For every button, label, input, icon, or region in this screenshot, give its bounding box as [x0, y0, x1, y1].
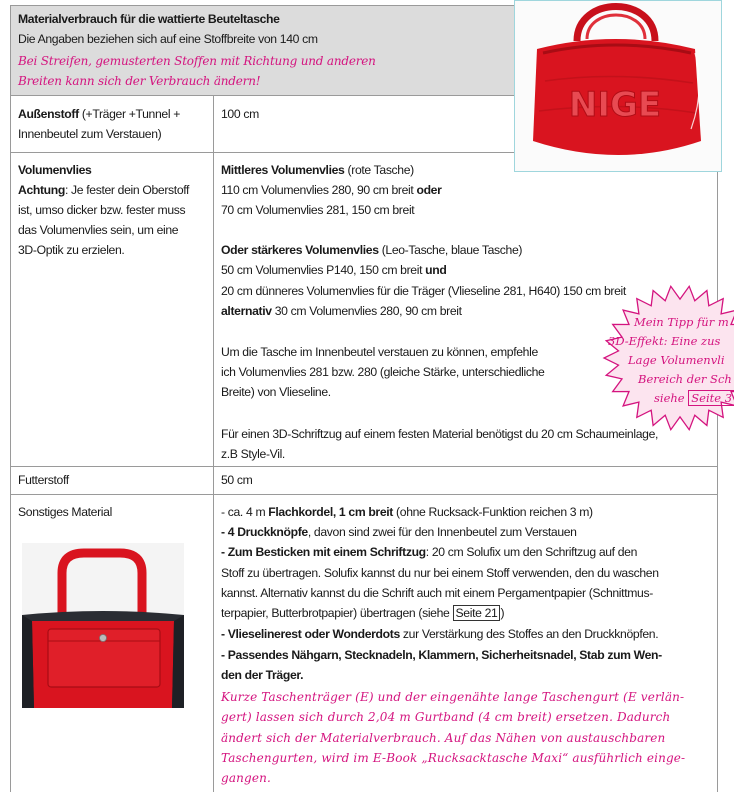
bag-photo-top	[514, 0, 722, 172]
header-note-line-1: Bei Streifen, gemusterten Stoffen mit Richtung und anderen	[18, 54, 376, 68]
volumenvlies-note: Achtung: Je fester dein Oberstoff	[18, 183, 190, 197]
material-item-besticken-line: kannst. Alternativ kannst du die Schrift auch mit einem Pergamentpapier (Schnittmus-	[221, 586, 653, 600]
staerkeres-volumenvlies-line: 50 cm Volumenvlies P140, 150 cm breit und	[221, 263, 447, 277]
material-item-besticken: - Zum Besticken mit einem Schriftzug: 20 cm Solufix um den Schriftzug auf den	[221, 545, 638, 559]
header-note-line-2: Breiten kann sich der Verbrauch ändern!	[18, 74, 261, 88]
seite-3-link[interactable]: Seite 3	[688, 390, 734, 406]
volumenvlies-note-line: 3D-Optik zu erzielen.	[18, 243, 125, 257]
staerkeres-volumenvlies-heading: Oder stärkeres Volumenvlies (Leo-Tasche, blaue Tasche)	[221, 243, 523, 257]
innenbeutel-paragraph-line: Um die Tasche im Innenbeutel verstauen zu können, empfehle	[221, 345, 538, 359]
table-subtitle: Die Angaben beziehen sich auf eine Stoffbreite von 140 cm	[18, 32, 318, 46]
aussenstoff-label-line-2: Innenbeutel zum Verstauen)	[18, 127, 162, 141]
staerkeres-volumenvlies-line: 20 cm dünneres Volumenvlies für die Träger (Vlieseline 281, H640) 150 cm breit	[221, 284, 626, 298]
row-divider	[10, 494, 718, 495]
volumenvlies-note-line: das Volumenvlies sein, um eine	[18, 223, 179, 237]
gurtband-hint-line: ändert sich der Materialverbrauch. Auf das Nähen von austauschbaren	[221, 731, 666, 745]
tip-line: Bereich der Sch	[638, 372, 732, 386]
innenbeutel-paragraph-line: Breite) von Vlieseline.	[221, 385, 331, 399]
red-bag-illustration	[515, 1, 721, 171]
row-divider	[10, 466, 718, 467]
gurtband-hint-line: gangen.	[221, 771, 271, 785]
futterstoff-label: Futterstoff	[18, 473, 69, 487]
gurtband-hint-line: Kurze Taschenträger (E) und der eingenähte lange Taschengurt (E verlän-	[221, 690, 685, 704]
tip-line: Lage Volumenvli	[628, 353, 725, 367]
innenbeutel-paragraph-line: ich Volumenvlies 281 bzw. 280 (gleiche Stärke, unterschiedliche	[221, 365, 545, 379]
sonstiges-material-label: Sonstiges Material	[18, 505, 112, 519]
gurtband-hint-line: gert) lassen sich durch 2,04 m Gurtband (4 cm breit) ersetzen. Dadurch	[221, 710, 671, 724]
tip-starburst	[598, 282, 734, 432]
bag-photo-bottom	[22, 543, 184, 708]
mittleres-volumenvlies-line: 70 cm Volumenvlies 281, 150 cm breit	[221, 203, 415, 217]
material-item-vlieselinerest: - Vlieselinerest oder Wonderdots zur Verstärkung des Stoffes an den Druckknöpfen.	[221, 627, 659, 641]
futterstoff-value: 50 cm	[221, 473, 253, 487]
volumenvlies-note-line: ist, umso dicker bzw. fester muss	[18, 203, 186, 217]
schriftzug-paragraph-line: z.B Style-Vil.	[221, 447, 285, 461]
material-item-flachkordel: - ca. 4 m Flachkordel, 1 cm breit (ohne Rucksack-Funktion reichen 3 m)	[221, 505, 593, 519]
bag-lettering: NIGE	[568, 85, 662, 125]
volumenvlies-label: Volumenvlies	[18, 163, 92, 177]
material-item-druckknoepfe: - 4 Druckknöpfe, davon sind zwei für den Innenbeutel zum Verstauen	[221, 525, 577, 539]
alternativ-line: alternativ 30 cm Volumenvlies 280, 90 cm breit	[221, 304, 462, 318]
mittleres-volumenvlies-line: 110 cm Volumenvlies 280, 90 cm breit oder	[221, 183, 442, 197]
tip-line: 3D-Effekt: Eine zus	[608, 334, 721, 348]
material-item-naehgarn: - Passendes Nähgarn, Stecknadeln, Klammern, Sicherheitsnadel, Stab zum Wen-	[221, 648, 662, 662]
gurtband-hint-line: Taschengurten, wird im E-Book „Rucksacktasche Maxi“ ausführlich einge-	[221, 751, 686, 765]
material-item-besticken-line: terpapier, Butterbrotpapier) übertragen (siehe Seite 21 )	[221, 606, 505, 620]
table-title: Materialverbrauch für die wattierte Beuteltasche	[18, 12, 280, 26]
mittleres-volumenvlies-heading: Mittleres Volumenvlies (rote Tasche)	[221, 163, 414, 177]
aussenstoff-label: Außenstoff (+Träger +Tunnel +	[18, 107, 180, 121]
red-bag-front-illustration	[22, 543, 184, 708]
material-item-besticken-line: Stoff zu übertragen. Solufix kannst du nur bei einem Stoff verwenden, den du waschen	[221, 566, 659, 580]
seite-21-link[interactable]: Seite 21	[453, 605, 501, 621]
table-border-left	[10, 5, 11, 792]
tip-line: Mein Tipp für m	[634, 315, 729, 329]
material-item-naehgarn-line: den der Träger.	[221, 668, 304, 682]
column-divider	[213, 95, 214, 792]
tip-line: siehe Seite 3	[654, 391, 734, 405]
schriftzug-paragraph-line: Für einen 3D-Schriftzug auf einem festen Material benötigst du 20 cm Schaumeinlage,	[221, 427, 659, 441]
aussenstoff-value: 100 cm	[221, 107, 259, 121]
